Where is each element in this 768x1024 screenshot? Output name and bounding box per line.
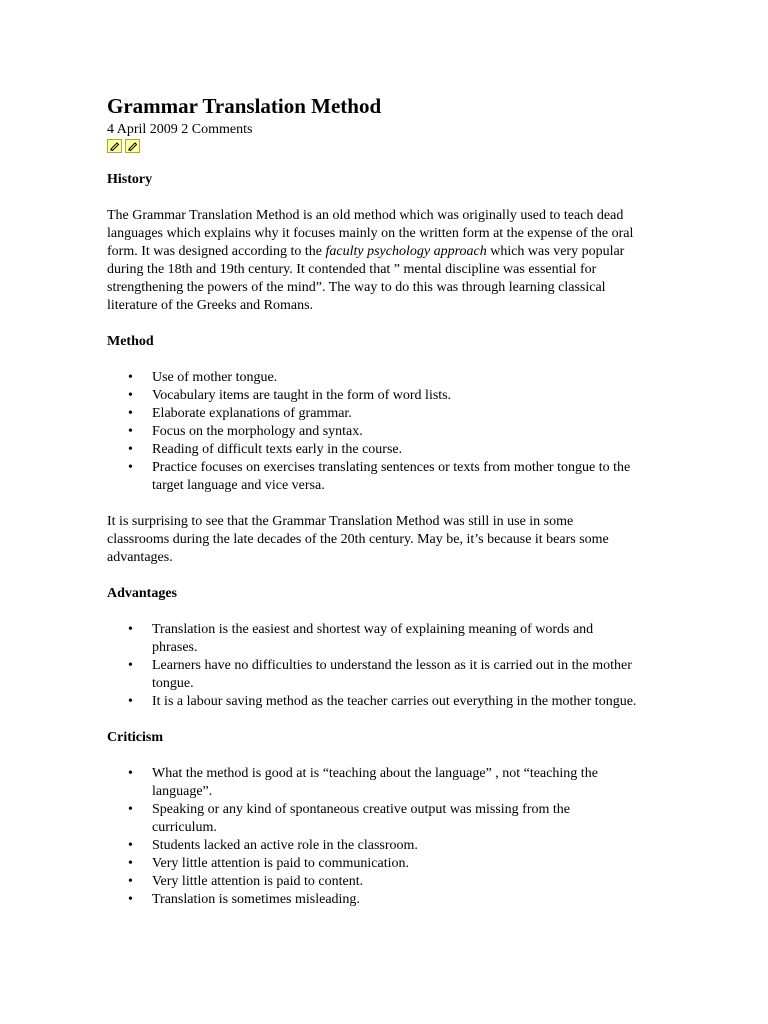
advantages-heading: Advantages	[107, 586, 178, 601]
list-item: • Translation is sometimes misleading.	[107, 891, 637, 909]
criticism-list	[107, 765, 637, 909]
method-heading: Method	[107, 334, 154, 349]
method-list	[107, 369, 637, 495]
history-paragraph	[107, 207, 637, 315]
list-item: • What the method is good at is “teaching about the language” , not “teaching the language”.	[107, 765, 637, 801]
list-item: • It is a labour saving method as the teacher carries out everything in the mother tongue.	[107, 693, 637, 711]
criticism-heading: Criticism	[107, 730, 163, 745]
list-item: • Reading of difficult texts early in the course.	[107, 441, 637, 459]
list-item: • Students lacked an active role in the classroom.	[107, 837, 637, 855]
history-heading: History	[107, 172, 153, 187]
list-item: • Learners have no difficulties to understand the lesson as it is carried out in the mother tongue.	[107, 657, 637, 693]
page-title: Grammar Translation Method	[107, 94, 382, 118]
history-text-end: which was very popular during the 18th and 19th century. It contended that ” mental discipline was essential for strengthening the powers of the mind”. The way to do this was through learning classical literature of the Greeks and Romans.	[107, 244, 625, 313]
list-item: • Very little attention is paid to content.	[107, 873, 637, 891]
advantages-list	[107, 621, 637, 711]
list-item: • Practice focuses on exercises translating sentences or texts from mother tongue to the target language and vice versa.	[107, 459, 637, 495]
list-item: • Speaking or any kind of spontaneous creative output was missing from the curriculum.	[107, 801, 637, 837]
method-closing-paragraph: It is surprising to see that the Grammar Translation Method was still in use in some classrooms during the late decades of the 20th century. May be, it’s because it bears some advantages.	[107, 514, 609, 565]
list-item: • Translation is the easiest and shortest way of explaining meaning of words and phrases.	[107, 621, 637, 657]
edit-icon[interactable]	[125, 139, 140, 153]
list-item: • Use of mother tongue.	[107, 369, 637, 387]
icon-row	[107, 139, 637, 153]
edit-icon[interactable]	[107, 139, 122, 153]
list-item: • Elaborate explanations of grammar.	[107, 405, 637, 423]
history-text-start: The Grammar Translation Method is an old method which was originally used to teach dead languages which explains why it focuses mainly on the written form at the expense of the oral form. It was designed according to the	[107, 208, 634, 259]
list-item: • Vocabulary items are taught in the form of word lists.	[107, 387, 637, 405]
post-meta: 4 April 2009 2 Comments	[107, 122, 253, 137]
list-item: • Focus on the morphology and syntax.	[107, 423, 637, 441]
list-item: • Very little attention is paid to communication.	[107, 855, 637, 873]
history-italic-phrase: faculty psychology approach	[325, 244, 487, 259]
document-body	[107, 94, 637, 909]
